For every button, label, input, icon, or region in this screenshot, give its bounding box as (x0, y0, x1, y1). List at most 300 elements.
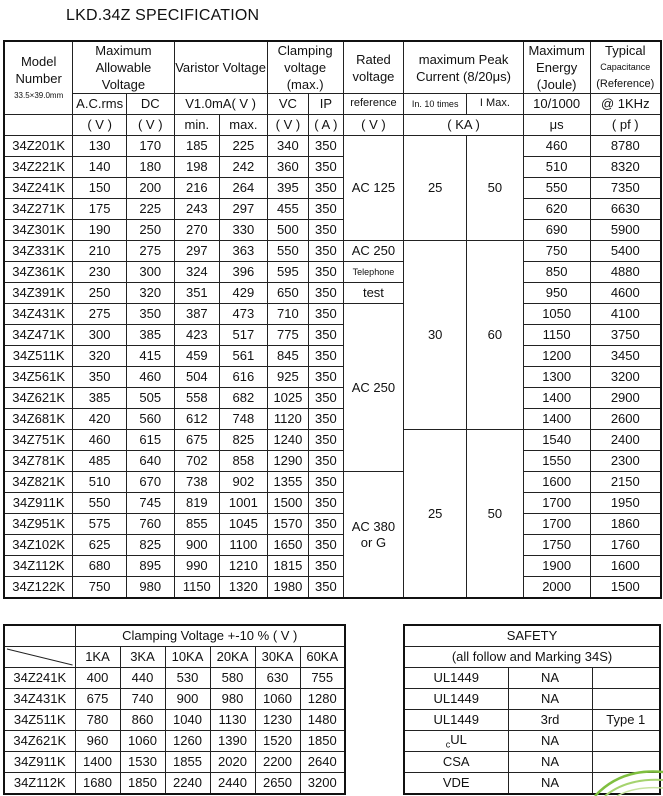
ip-cell: 350 (309, 136, 343, 157)
unit-vc: ( V ) (267, 115, 309, 136)
acrms-cell: 550 (73, 493, 127, 514)
page-title: LKD.34Z SPECIFICATION (66, 7, 260, 24)
acrms-cell: 485 (73, 451, 127, 472)
energy-cell: 510 (523, 157, 590, 178)
capacitance-cell: 2150 (590, 472, 661, 493)
table-row (404, 710, 660, 731)
vmin-cell: 387 (174, 304, 220, 325)
vmax-cell: 429 (220, 283, 268, 304)
clamp-value-cell: 1850 (120, 773, 165, 795)
safety-standard-cell: UL1449 (404, 689, 508, 710)
capacitance-cell: 6630 (590, 199, 661, 220)
model-number-cell: 34Z911K (4, 493, 73, 514)
ip-cell: 350 (309, 577, 343, 599)
capacitance-cell: 1950 (590, 493, 661, 514)
unit-blank (4, 115, 73, 136)
clamp-value-cell: 530 (165, 668, 210, 689)
vmin-cell: 216 (174, 178, 220, 199)
vmax-cell: 616 (220, 367, 268, 388)
dc-cell: 200 (126, 178, 174, 199)
rated-telephone-label: Telephone (343, 262, 404, 283)
clamp-value-cell: 1855 (165, 752, 210, 773)
table-row (4, 472, 661, 493)
vc-cell: 1240 (267, 430, 309, 451)
model-number-cell: 34Z122K (4, 577, 73, 599)
vmax-cell: 396 (220, 262, 268, 283)
diagonal-line (5, 647, 75, 667)
vc-cell: 925 (267, 367, 309, 388)
vc-cell: 1120 (267, 409, 309, 430)
table-row (4, 388, 661, 409)
table-row (4, 178, 661, 199)
specification-table (3, 40, 662, 599)
model-number-cell: 34Z821K (4, 472, 73, 493)
dc-cell: 350 (126, 304, 174, 325)
acrms-cell: 250 (73, 283, 127, 304)
clamp-value-cell: 1400 (75, 752, 120, 773)
clamp-value-cell: 1060 (120, 731, 165, 752)
table-row (4, 430, 661, 451)
clamp-value-cell: 780 (75, 710, 120, 731)
vc-cell: 650 (267, 283, 309, 304)
table-row (4, 514, 661, 535)
safety-standard-cell: UL1449 (404, 710, 508, 731)
capacitance-cell: 1600 (590, 556, 661, 577)
model-number-cell: 34Z511K (4, 346, 73, 367)
vmax-cell: 1320 (220, 577, 268, 599)
clamp-model-cell: 34Z911K (4, 752, 75, 773)
header-typical: Typical Capacitance (Reference) (590, 41, 661, 94)
acrms-cell: 750 (73, 577, 127, 599)
spec-body (4, 136, 661, 599)
acrms-cell: 190 (73, 220, 127, 241)
vmax-cell: 1210 (220, 556, 268, 577)
acrms-cell: 175 (73, 199, 127, 220)
table-row (4, 689, 345, 710)
table-row (4, 283, 661, 304)
dc-cell: 170 (126, 136, 174, 157)
safety-standard-cell: UL1449 (404, 668, 508, 689)
dc-cell: 745 (126, 493, 174, 514)
dc-cell: 300 (126, 262, 174, 283)
clamp-value-cell: 860 (120, 710, 165, 731)
header-varistor: Varistor Voltage (174, 41, 267, 94)
dc-cell: 415 (126, 346, 174, 367)
acrms-cell: 420 (73, 409, 127, 430)
capacitance-cell: 2900 (590, 388, 661, 409)
model-number-cell: 34Z201K (4, 136, 73, 157)
vmax-cell: 1100 (220, 535, 268, 556)
peak-imax-group-1: 50 (467, 136, 524, 241)
dc-cell: 895 (126, 556, 174, 577)
acrms-cell: 460 (73, 430, 127, 451)
model-number-cell: 34Z621K (4, 388, 73, 409)
clamp-value-cell: 2240 (165, 773, 210, 795)
vmin-cell: 198 (174, 157, 220, 178)
vc-cell: 340 (267, 136, 309, 157)
model-number-cell: 34Z751K (4, 430, 73, 451)
dc-cell: 225 (126, 199, 174, 220)
model-number-cell: 34Z681K (4, 409, 73, 430)
vmin-cell: 297 (174, 241, 220, 262)
table-row (4, 346, 661, 367)
energy-cell: 2000 (523, 577, 590, 599)
capacitance-cell: 5400 (590, 241, 661, 262)
unit-cap: ( pf ) (590, 115, 661, 136)
safety-extra-cell (592, 668, 660, 689)
clamp-value-cell: 1280 (300, 689, 345, 710)
clamp-value-cell: 675 (75, 689, 120, 710)
energy-cell: 460 (523, 136, 590, 157)
energy-cell: 620 (523, 199, 590, 220)
clamp-value-cell: 960 (75, 731, 120, 752)
vmin-cell: 504 (174, 367, 220, 388)
clamp-column-header: 3KA (120, 647, 165, 668)
ip-cell: 350 (309, 199, 343, 220)
vc-cell: 595 (267, 262, 309, 283)
clamp-value-cell: 2020 (210, 752, 255, 773)
capacitance-cell: 1860 (590, 514, 661, 535)
clamp-column-header: 20KA (210, 647, 255, 668)
unit-energy: μs (523, 115, 590, 136)
clamp-value-cell: 1480 (300, 710, 345, 731)
model-number-cell: 34Z391K (4, 283, 73, 304)
ip-cell: 350 (309, 514, 343, 535)
vmax-cell: 225 (220, 136, 268, 157)
acrms-cell: 575 (73, 514, 127, 535)
clamp-model-cell: 34Z431K (4, 689, 75, 710)
safety-extra-cell: Type 1 (592, 710, 660, 731)
model-number-cell: 34Z271K (4, 199, 73, 220)
table-row (4, 710, 345, 731)
safety-value-cell: NA (508, 689, 592, 710)
model-number-cell: 34Z561K (4, 367, 73, 388)
header-clamping: Clamping voltage (max.) (267, 41, 343, 94)
energy-cell: 1400 (523, 388, 590, 409)
capacitance-cell: 8320 (590, 157, 661, 178)
header-max-allowable: Maximum Allowable Voltage (73, 41, 174, 94)
rated-voltage-ac250: AC 250 (343, 304, 404, 472)
capacitance-cell: 4600 (590, 283, 661, 304)
table-row (404, 731, 660, 752)
ip-cell: 350 (309, 493, 343, 514)
units-row (4, 115, 661, 136)
capacitance-cell: 3200 (590, 367, 661, 388)
vmax-cell: 1045 (220, 514, 268, 535)
ip-cell: 350 (309, 556, 343, 577)
vmax-cell: 517 (220, 325, 268, 346)
sub-vc: VC (267, 94, 309, 115)
vmax-cell: 242 (220, 157, 268, 178)
energy-cell: 1400 (523, 409, 590, 430)
clamp-column-header: 1KA (75, 647, 120, 668)
model-number-cell: 34Z112K (4, 556, 73, 577)
ip-cell: 350 (309, 451, 343, 472)
safety-value-cell: 3rd (508, 710, 592, 731)
clamp-column-header: 30KA (255, 647, 300, 668)
clamp-model-cell: 34Z112K (4, 773, 75, 795)
vmin-cell: 459 (174, 346, 220, 367)
clamp-value-cell: 3200 (300, 773, 345, 795)
vmin-cell: 185 (174, 136, 220, 157)
ip-cell: 350 (309, 388, 343, 409)
peak-in10-group-2: 30 (404, 241, 467, 430)
capacitance-cell: 4880 (590, 262, 661, 283)
unit-max: max. (220, 115, 268, 136)
clamp-value-cell: 1850 (300, 731, 345, 752)
safety-value-cell: NA (508, 731, 592, 752)
energy-cell: 750 (523, 241, 590, 262)
safety-standard-cell: $_c$UL (404, 731, 508, 752)
sub-freq: @ 1KHz (590, 94, 661, 115)
energy-cell: 1600 (523, 472, 590, 493)
clamp-value-cell: 740 (120, 689, 165, 710)
clamp-value-cell: 2440 (210, 773, 255, 795)
vmin-cell: 324 (174, 262, 220, 283)
acrms-cell: 680 (73, 556, 127, 577)
table-row (4, 409, 661, 430)
table-row (4, 731, 345, 752)
clamp-value-cell: 1390 (210, 731, 255, 752)
model-number-cell: 34Z781K (4, 451, 73, 472)
capacitance-cell: 2400 (590, 430, 661, 451)
vmin-cell: 990 (174, 556, 220, 577)
dc-cell: 250 (126, 220, 174, 241)
clamp-value-cell: 2640 (300, 752, 345, 773)
sub-reference: reference (343, 94, 404, 115)
vmax-cell: 561 (220, 346, 268, 367)
dc-cell: 460 (126, 367, 174, 388)
safety-extra-cell (592, 689, 660, 710)
dc-cell: 615 (126, 430, 174, 451)
clamp-value-cell: 1530 (120, 752, 165, 773)
acrms-cell: 130 (73, 136, 127, 157)
capacitance-cell: 2300 (590, 451, 661, 472)
header-row-2 (4, 94, 661, 115)
vc-cell: 1290 (267, 451, 309, 472)
vmax-cell: 825 (220, 430, 268, 451)
ip-cell: 350 (309, 430, 343, 451)
capacitance-cell: 4100 (590, 304, 661, 325)
vc-cell: 1980 (267, 577, 309, 599)
table-row (4, 325, 661, 346)
clamp-value-cell: 1680 (75, 773, 120, 795)
vmin-cell: 351 (174, 283, 220, 304)
safety-value-cell: NA (508, 773, 592, 795)
table-row (404, 689, 660, 710)
capacitance-cell: 8780 (590, 136, 661, 157)
clamp-model-cell: 34Z241K (4, 668, 75, 689)
header-model: Model Number 33.5×39.0mm (4, 41, 73, 115)
safety-title: SAFETY (404, 625, 660, 647)
table-row (4, 199, 661, 220)
vmin-cell: 855 (174, 514, 220, 535)
table-row (404, 668, 660, 689)
vc-cell: 500 (267, 220, 309, 241)
model-number-cell: 34Z431K (4, 304, 73, 325)
clamp-body (4, 668, 345, 795)
acrms-cell: 300 (73, 325, 127, 346)
clamp-value-cell: 1040 (165, 710, 210, 731)
table-row (4, 220, 661, 241)
clamp-value-cell: 980 (210, 689, 255, 710)
clamp-model-cell: 34Z621K (4, 731, 75, 752)
dc-cell: 320 (126, 283, 174, 304)
ip-cell: 350 (309, 220, 343, 241)
acrms-cell: 275 (73, 304, 127, 325)
capacitance-cell: 5900 (590, 220, 661, 241)
peak-in10-group-3: 25 (404, 430, 467, 599)
vmin-cell: 1150 (174, 577, 220, 599)
dc-cell: 560 (126, 409, 174, 430)
acrms-cell: 510 (73, 472, 127, 493)
ip-cell: 350 (309, 283, 343, 304)
vmin-cell: 270 (174, 220, 220, 241)
clamp-model-cell: 34Z511K (4, 710, 75, 731)
sub-in10: In. 10 times (404, 94, 467, 115)
table-row (4, 493, 661, 514)
rated-voltage-ac250-tel: AC 250 (343, 241, 404, 262)
dc-cell: 180 (126, 157, 174, 178)
ip-cell: 350 (309, 535, 343, 556)
vmin-cell: 702 (174, 451, 220, 472)
dc-cell: 385 (126, 325, 174, 346)
capacitance-cell: 7350 (590, 178, 661, 199)
model-number-cell: 34Z471K (4, 325, 73, 346)
capacitance-cell: 3450 (590, 346, 661, 367)
dc-cell: 760 (126, 514, 174, 535)
vc-cell: 1650 (267, 535, 309, 556)
model-number-cell: 34Z221K (4, 157, 73, 178)
energy-cell: 550 (523, 178, 590, 199)
unit-ip: ( A ) (309, 115, 343, 136)
header-energy: Maximum Energy (Joule) (523, 41, 590, 94)
vmax-cell: 858 (220, 451, 268, 472)
energy-cell: 1050 (523, 304, 590, 325)
energy-cell: 1900 (523, 556, 590, 577)
capacitance-cell: 2600 (590, 409, 661, 430)
vmax-cell: 1001 (220, 493, 268, 514)
vmin-cell: 819 (174, 493, 220, 514)
table-row (4, 577, 661, 599)
vmax-cell: 682 (220, 388, 268, 409)
clamp-blank (4, 625, 75, 647)
table-row (4, 556, 661, 577)
acrms-cell: 320 (73, 346, 127, 367)
safety-subtitle: (all follow and Marking 34S) (404, 647, 660, 668)
safety-extra-cell (592, 731, 660, 752)
ip-cell: 350 (309, 304, 343, 325)
clamp-value-cell: 1520 (255, 731, 300, 752)
clamp-value-cell: 1260 (165, 731, 210, 752)
table-row (4, 304, 661, 325)
sub-energy-cond: 10/1000 (523, 94, 590, 115)
acrms-cell: 625 (73, 535, 127, 556)
clamp-value-cell: 2650 (255, 773, 300, 795)
dc-cell: 640 (126, 451, 174, 472)
acrms-cell: 140 (73, 157, 127, 178)
energy-cell: 950 (523, 283, 590, 304)
clamp-value-cell: 1060 (255, 689, 300, 710)
header-peak-current: maximum Peak Current (8/20μs) (404, 41, 523, 94)
dc-cell: 825 (126, 535, 174, 556)
safety-value-cell: NA (508, 668, 592, 689)
unit-peak: ( KA ) (404, 115, 523, 136)
model-number-cell: 34Z361K (4, 262, 73, 283)
vmax-cell: 330 (220, 220, 268, 241)
unit-dc: ( V ) (126, 115, 174, 136)
energy-cell: 1700 (523, 514, 590, 535)
vmax-cell: 363 (220, 241, 268, 262)
clamp-value-cell: 1230 (255, 710, 300, 731)
vc-cell: 845 (267, 346, 309, 367)
table-row (4, 367, 661, 388)
leaf-watermark-icon (591, 766, 663, 796)
energy-cell: 1700 (523, 493, 590, 514)
table-row (4, 773, 345, 795)
clamp-value-cell: 400 (75, 668, 120, 689)
clamp-value-cell: 1130 (210, 710, 255, 731)
peak-imax-group-2: 60 (467, 241, 524, 430)
sub-imax: I Max. (467, 94, 524, 115)
rated-telephone-test: test (343, 283, 404, 304)
vmin-cell: 675 (174, 430, 220, 451)
energy-cell: 850 (523, 262, 590, 283)
energy-cell: 690 (523, 220, 590, 241)
capacitance-cell: 1760 (590, 535, 661, 556)
dc-cell: 275 (126, 241, 174, 262)
table-row (4, 241, 661, 262)
vmin-cell: 738 (174, 472, 220, 493)
acrms-cell: 350 (73, 367, 127, 388)
model-number-cell: 34Z951K (4, 514, 73, 535)
clamp-value-cell: 440 (120, 668, 165, 689)
vmin-cell: 612 (174, 409, 220, 430)
table-row (4, 157, 661, 178)
energy-cell: 1150 (523, 325, 590, 346)
vc-cell: 710 (267, 304, 309, 325)
sub-dc: DC (126, 94, 174, 115)
vmin-cell: 900 (174, 535, 220, 556)
unit-acrms: ( V ) (73, 115, 127, 136)
model-number-cell: 34Z331K (4, 241, 73, 262)
model-number-cell: 34Z301K (4, 220, 73, 241)
vc-cell: 395 (267, 178, 309, 199)
sub-acrms: A.C.rms (73, 94, 127, 115)
safety-standard-cell: VDE (404, 773, 508, 795)
clamp-value-cell: 900 (165, 689, 210, 710)
vc-cell: 455 (267, 199, 309, 220)
dc-cell: 980 (126, 577, 174, 599)
vc-cell: 1500 (267, 493, 309, 514)
energy-cell: 1750 (523, 535, 590, 556)
ip-cell: 350 (309, 367, 343, 388)
table-row (4, 451, 661, 472)
vmax-cell: 297 (220, 199, 268, 220)
clamp-value-cell: 755 (300, 668, 345, 689)
vmax-cell: 473 (220, 304, 268, 325)
acrms-cell: 150 (73, 178, 127, 199)
rated-voltage-ac380: AC 380 or G (343, 472, 404, 599)
ip-cell: 350 (309, 241, 343, 262)
sub-v1ma: V1.0mA( V ) (174, 94, 267, 115)
acrms-cell: 210 (73, 241, 127, 262)
vc-cell: 775 (267, 325, 309, 346)
unit-min: min. (174, 115, 220, 136)
vc-cell: 550 (267, 241, 309, 262)
dc-cell: 670 (126, 472, 174, 493)
rated-voltage-ac125: AC 125 (343, 136, 404, 241)
